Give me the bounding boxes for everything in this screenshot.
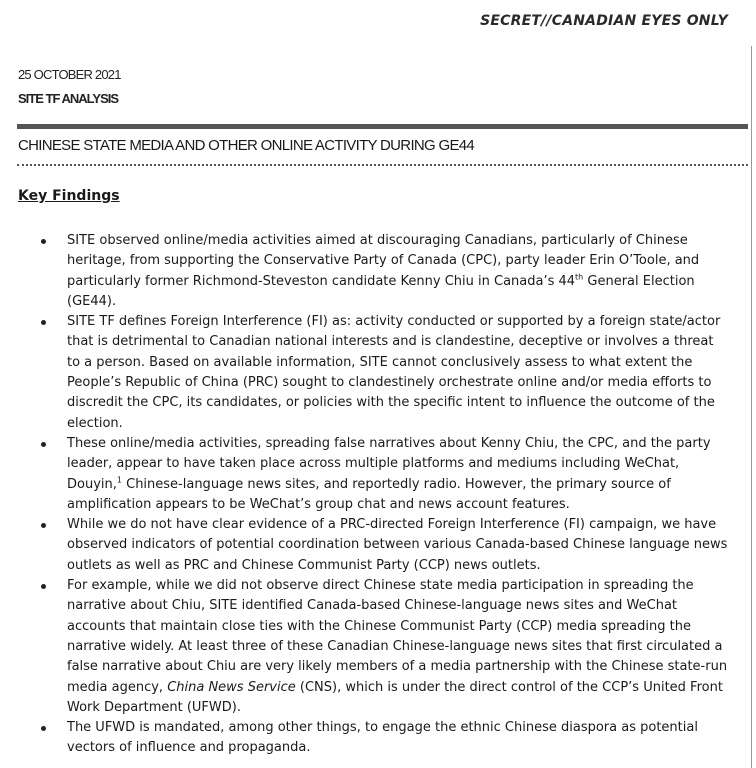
key-findings-list xyxy=(38,231,728,759)
finding-item: SITE observed online/media activities aimed at discouraging Canadians, particularly of Chinese heritage, from supporting the Conservative Party of Canada (CPC), party leader Erin O’Toole, and particularly former Richmond-Steveston candidate Kenny Chiu in Canada’s 44th General Election (GE44). xyxy=(38,231,728,312)
superscript-ordinal: th xyxy=(575,272,584,282)
finding-item: The UFWD is mandated, among other things, to engage the ethnic Chinese diaspora as potential vectors of influence and propaganda. xyxy=(38,718,728,759)
section-heading: Key Findings xyxy=(18,188,120,204)
finding-item: While we do not have clear evidence of a PRC-directed Foreign Interference (FI) campaign, we have observed indicators of potential coordination between various Canada-based Chinese language news outlets as well as PRC and Chinese Communist Party (CCP) news outlets. xyxy=(38,515,728,576)
agency-name: China News Service xyxy=(167,679,296,695)
bullet-icon xyxy=(41,523,46,528)
document-title: CHINESE STATE MEDIA AND OTHER ONLINE ACTIVITY DURING GE44 xyxy=(18,137,475,154)
finding-item: For example, while we did not observe direct Chinese state media participation in spreading the narrative about Chiu, SITE identified Canada-based Chinese-language news sites and WeChat accounts that maintain close ties with the Chinese Communist Party (CCP) media spreading the narrative widely. At least three of these Canadian Chinese-language news sites that first circulated a false narrative about Chiu are very likely members of a media partnership with the Chinese state-run media agency, China News Service (CNS), which is under the direct control of the CCP’s United Front Work Department (UFWD). xyxy=(38,576,728,718)
bullet-icon xyxy=(41,442,46,447)
document-date: 25 OCTOBER 2021 xyxy=(18,67,121,82)
footnote-marker: 1 xyxy=(116,475,122,485)
finding-item: SITE TF defines Foreign Interference (FI) as: activity conducted or supported by a foreign state/actor that is detrimental to Canadian national interests and is clandestine, deceptive or involves a threat to a person. Based on available information, SITE cannot conclusively assess to what extent the People’s Republic of China (PRC) sought to clandestinely orchestrate online and/or media efforts to discredit the CPC, its candidates, or policies with the specific intent to influence the outcome of the election. xyxy=(38,312,728,434)
finding-item: These online/media activities, spreading false narratives about Kenny Chiu, the CPC, and the party leader, appear to have taken place across multiple platforms and mediums including WeChat, Douyin,$^1$ Chinese-language news sites, and reportedly radio. However, the primary source of amplification appears to be WeChat’s group chat and news account features. xyxy=(38,434,728,515)
title-divider xyxy=(17,164,748,166)
header-divider xyxy=(17,124,748,129)
scan-edge xyxy=(751,46,752,768)
bullet-icon xyxy=(41,584,46,589)
bullet-icon xyxy=(41,320,46,325)
bullet-icon xyxy=(41,726,46,731)
bullet-icon xyxy=(41,239,46,244)
document-author: SITE TF ANALYSIS xyxy=(18,91,119,106)
classification-marking: SECRET//CANADIAN EYES ONLY xyxy=(480,13,728,29)
